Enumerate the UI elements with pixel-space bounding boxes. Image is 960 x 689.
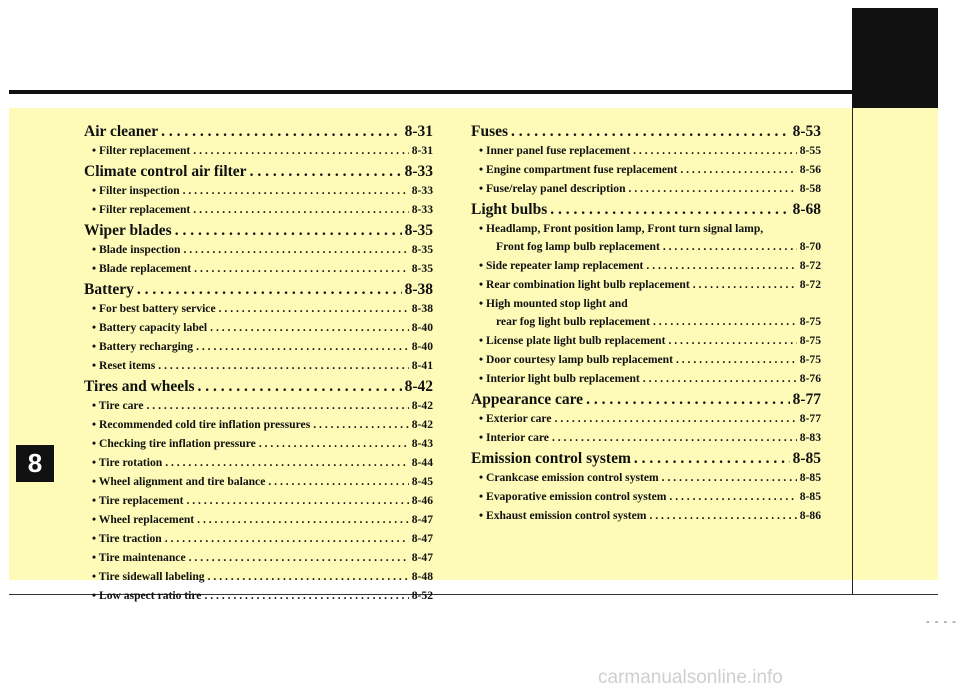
toc-entry-label: • Wheel replacement <box>92 513 195 526</box>
toc-entry-label: • Inner panel fuse replacement <box>479 144 631 157</box>
toc-subsection-entry[interactable] <box>84 203 433 222</box>
dot-leader <box>555 412 797 425</box>
toc-entry-label: Battery <box>84 281 134 298</box>
toc-entry-label: Air cleaner <box>84 123 159 140</box>
toc-section-entry[interactable] <box>471 201 821 222</box>
toc-page-number: 8-47 <box>411 551 433 564</box>
dot-leader <box>193 144 408 157</box>
toc-page-number: 8-33 <box>411 203 433 216</box>
toc-section-entry[interactable] <box>84 378 433 399</box>
toc-section-entry[interactable] <box>471 391 821 412</box>
dot-leader <box>313 418 409 431</box>
toc-page-number: 8-47 <box>411 513 433 526</box>
toc-entry-label: • Low aspect ratio tire <box>92 589 202 602</box>
toc-entry-label: rear fog light bulb replacement <box>496 315 650 328</box>
toc-page-number: 8-40 <box>411 321 433 334</box>
toc-page-number: 8-33 <box>411 184 433 197</box>
toc-page-number: 8-35 <box>411 243 433 256</box>
toc-subsection-entry[interactable] <box>471 334 821 353</box>
toc-entry-label: • Battery capacity label <box>92 321 208 334</box>
dot-leader <box>175 222 402 240</box>
toc-page-number: 8-72 <box>799 278 821 291</box>
toc-entry-label: • License plate light bulb replacement <box>479 334 666 347</box>
toc-subsection-entry[interactable] <box>471 372 821 391</box>
toc-section-entry[interactable] <box>471 450 821 471</box>
toc-entry-label: • Side repeater lamp replacement <box>479 259 644 272</box>
toc-entry-label: • Headlamp, Front position lamp, Front turn signal lamp, <box>479 222 764 235</box>
dot-leader <box>197 513 409 526</box>
toc-entry-label: • Interior light bulb replacement <box>479 372 640 385</box>
toc-page-number: 8-55 <box>799 144 821 157</box>
dot-leader <box>629 182 797 195</box>
toc-page-number: 8-31 <box>404 123 433 140</box>
toc-page-number: 8-40 <box>411 340 433 353</box>
dot-leader <box>680 163 796 176</box>
toc-subsection-entry[interactable] <box>471 182 821 201</box>
watermark: carmanualsonline.info <box>598 667 783 688</box>
dot-leader <box>183 243 408 256</box>
dot-leader <box>189 551 409 564</box>
toc-subsection-entry[interactable] <box>84 513 433 532</box>
toc-subsection-entry[interactable] <box>471 471 821 490</box>
toc-page-number: 8-41 <box>411 359 433 372</box>
dot-leader <box>662 471 797 484</box>
toc-page-number: 8-77 <box>799 412 821 425</box>
toc-entry-label: Fuses <box>471 123 509 140</box>
toc-page-number: 8-77 <box>792 391 821 408</box>
toc-entry-label: • Tire rotation <box>92 456 163 469</box>
toc-page-number: 8-53 <box>792 123 821 140</box>
toc-section-entry[interactable] <box>84 222 433 243</box>
toc-page-number: 8-86 <box>799 509 821 522</box>
toc-page-number: 8-52 <box>411 589 433 602</box>
dot-leader <box>511 123 790 141</box>
toc-subsection-entry[interactable] <box>471 163 821 182</box>
toc-page-number: 8-33 <box>404 163 433 180</box>
toc-subsection-entry[interactable] <box>84 551 433 570</box>
toc-entry-label: • Wheel alignment and tire balance <box>92 475 266 488</box>
dot-leader <box>161 123 401 141</box>
top-rule <box>9 90 938 94</box>
toc-page-number: 8-85 <box>792 450 821 467</box>
toc-page-number: 8-75 <box>799 353 821 366</box>
dot-leader <box>552 431 797 444</box>
toc-subsection-entry[interactable] <box>471 144 821 163</box>
toc-subsection-entry[interactable] <box>471 490 821 509</box>
toc-page-number: 8-38 <box>404 281 433 298</box>
toc-entry-label: • Tire traction <box>92 532 162 545</box>
toc-column-right <box>471 123 821 528</box>
toc-entry-label: • Filter inspection <box>92 184 180 197</box>
dot-leader <box>210 321 409 334</box>
dot-leader <box>137 281 402 299</box>
toc-entry-label: • Tire care <box>92 399 144 412</box>
dot-leader <box>646 259 796 272</box>
dot-leader <box>208 570 409 583</box>
toc-entry-label: Front fog lamp bulb replacement <box>496 240 660 253</box>
page-marker: - - - - <box>926 616 957 628</box>
toc-subsection-entry[interactable] <box>84 243 433 262</box>
toc-entry-label: • Checking tire inflation pressure <box>92 437 256 450</box>
toc-entry-label: • Evaporative emission control system <box>479 490 667 503</box>
dot-leader <box>183 184 409 197</box>
dot-leader <box>633 144 797 157</box>
toc-entry-label: • Engine compartment fuse replacement <box>479 163 678 176</box>
dot-leader <box>653 315 797 328</box>
toc-entry-label: Emission control system <box>471 450 631 467</box>
toc-entry-label: • For best battery service <box>92 302 216 315</box>
toc-subsection-entry[interactable] <box>84 340 433 359</box>
toc-page-number: 8-68 <box>792 201 821 218</box>
dot-leader <box>586 391 790 409</box>
dot-leader <box>649 509 796 522</box>
toc-entry-label: • Exhaust emission control system <box>479 509 647 522</box>
toc-subsection-entry[interactable] <box>471 509 821 528</box>
toc-entry-label: • Crankcase emission control system <box>479 471 659 484</box>
toc-page-number: 8-45 <box>411 475 433 488</box>
toc-subsection-entry[interactable] <box>84 494 433 513</box>
toc-subsection-entry[interactable] <box>84 359 433 378</box>
toc-subsection-entry[interactable] <box>471 412 821 431</box>
toc-subsection-entry[interactable] <box>84 456 433 475</box>
toc-entry-label: • Filter replacement <box>92 144 191 157</box>
dot-leader <box>634 450 790 468</box>
toc-subsection-entry[interactable] <box>471 431 821 450</box>
toc-page-number: 8-58 <box>799 182 821 195</box>
toc-subsection-entry[interactable] <box>84 399 433 418</box>
toc-entry-label: • Tire sidewall labeling <box>92 570 205 583</box>
dot-leader <box>693 278 797 291</box>
toc-entry-label: • High mounted stop light and <box>479 297 628 310</box>
toc-page-number: 8-38 <box>411 302 433 315</box>
toc-entry-label: • Tire replacement <box>92 494 184 507</box>
margin-divider <box>852 108 853 595</box>
toc-page-number: 8-44 <box>411 456 433 469</box>
dot-leader <box>663 240 797 253</box>
toc-subsection-entry[interactable] <box>84 437 433 456</box>
toc-entry-label: Appearance care <box>471 391 584 408</box>
toc-subsection-entry[interactable] <box>84 321 433 340</box>
toc-column-left <box>84 123 433 608</box>
toc-page-number: 8-75 <box>799 334 821 347</box>
toc-subsection-entry[interactable] <box>84 144 433 163</box>
toc-entry-label: • Fuse/relay panel description <box>479 182 626 195</box>
toc-subsection-entry[interactable] <box>471 240 821 259</box>
toc-page-number: 8-48 <box>411 570 433 583</box>
toc-entry-label: Wiper blades <box>84 222 172 239</box>
toc-page-number: 8-72 <box>799 259 821 272</box>
toc-page-number: 8-70 <box>799 240 821 253</box>
toc-entry-label: Tires and wheels <box>84 378 195 395</box>
toc-page-number: 8-35 <box>404 222 433 239</box>
dot-leader <box>194 262 409 275</box>
toc-page-number: 8-43 <box>411 437 433 450</box>
toc-entry-label: • Battery recharging <box>92 340 194 353</box>
dot-leader <box>250 163 402 181</box>
toc-page-number: 8-42 <box>411 399 433 412</box>
toc-entry-label: Climate control air filter <box>84 163 247 180</box>
toc-section-entry[interactable] <box>84 123 433 144</box>
dot-leader <box>165 456 409 469</box>
toc-page-number: 8-85 <box>799 471 821 484</box>
toc-subsection-entry[interactable] <box>471 353 821 372</box>
dot-leader <box>193 203 408 216</box>
toc-page-number: 8-85 <box>799 490 821 503</box>
toc-entry-label: • Blade replacement <box>92 262 192 275</box>
dot-leader <box>268 475 408 488</box>
toc-subsection-entry[interactable] <box>84 570 433 589</box>
toc-page-number: 8-83 <box>799 431 821 444</box>
toc-page-number: 8-47 <box>411 532 433 545</box>
toc-page-number: 8-75 <box>799 315 821 328</box>
toc-subsection-entry[interactable] <box>471 297 821 315</box>
toc-subsection-entry[interactable] <box>471 222 821 240</box>
dot-leader <box>219 302 409 315</box>
toc-entry-label: • Interior care <box>479 431 549 444</box>
toc-entry-label: • Filter replacement <box>92 203 191 216</box>
dot-leader <box>668 334 796 347</box>
toc-entry-label: • Rear combination light bulb replacement <box>479 278 690 291</box>
dot-leader <box>676 353 797 366</box>
dot-leader <box>147 399 409 412</box>
toc-subsection-entry[interactable] <box>84 532 433 551</box>
toc-subsection-entry[interactable] <box>84 589 433 608</box>
dot-leader <box>550 201 789 219</box>
toc-entry-label: • Tire maintenance <box>92 551 186 564</box>
dot-leader <box>165 532 409 545</box>
toc-page-number: 8-42 <box>404 378 433 395</box>
toc-subsection-entry[interactable] <box>84 475 433 494</box>
dot-leader <box>196 340 409 353</box>
toc-entry-label: • Reset items <box>92 359 156 372</box>
dot-leader <box>204 589 408 602</box>
toc-entry-label: Light bulbs <box>471 201 548 218</box>
dot-leader <box>158 359 408 372</box>
toc-page-number: 8-35 <box>411 262 433 275</box>
toc-section-entry[interactable] <box>84 281 433 302</box>
dot-leader <box>643 372 797 385</box>
toc-entry-label: • Door courtesy lamp bulb replacement <box>479 353 673 366</box>
toc-page-number: 8-46 <box>411 494 433 507</box>
toc-entry-label: • Blade inspection <box>92 243 181 256</box>
toc-entry-label: • Recommended cold tire inflation pressures <box>92 418 311 431</box>
chapter-number-badge: 8 <box>16 445 54 482</box>
toc-page-number: 8-31 <box>411 144 433 157</box>
dot-leader <box>198 378 402 396</box>
toc-page-number: 8-42 <box>411 418 433 431</box>
toc-subsection-entry[interactable] <box>471 315 821 334</box>
toc-section-entry[interactable] <box>84 163 433 184</box>
toc-page-number: 8-76 <box>799 372 821 385</box>
toc-subsection-entry[interactable] <box>84 262 433 281</box>
toc-subsection-entry[interactable] <box>471 278 821 297</box>
toc-entry-label: • Exterior care <box>479 412 552 425</box>
toc-section-entry[interactable] <box>471 123 821 144</box>
toc-subsection-entry[interactable] <box>471 259 821 278</box>
toc-subsection-entry[interactable] <box>84 184 433 203</box>
toc-page-number: 8-56 <box>799 163 821 176</box>
toc-subsection-entry[interactable] <box>84 302 433 321</box>
dot-leader <box>186 494 408 507</box>
dot-leader <box>669 490 796 503</box>
toc-subsection-entry[interactable] <box>84 418 433 437</box>
dot-leader <box>259 437 409 450</box>
